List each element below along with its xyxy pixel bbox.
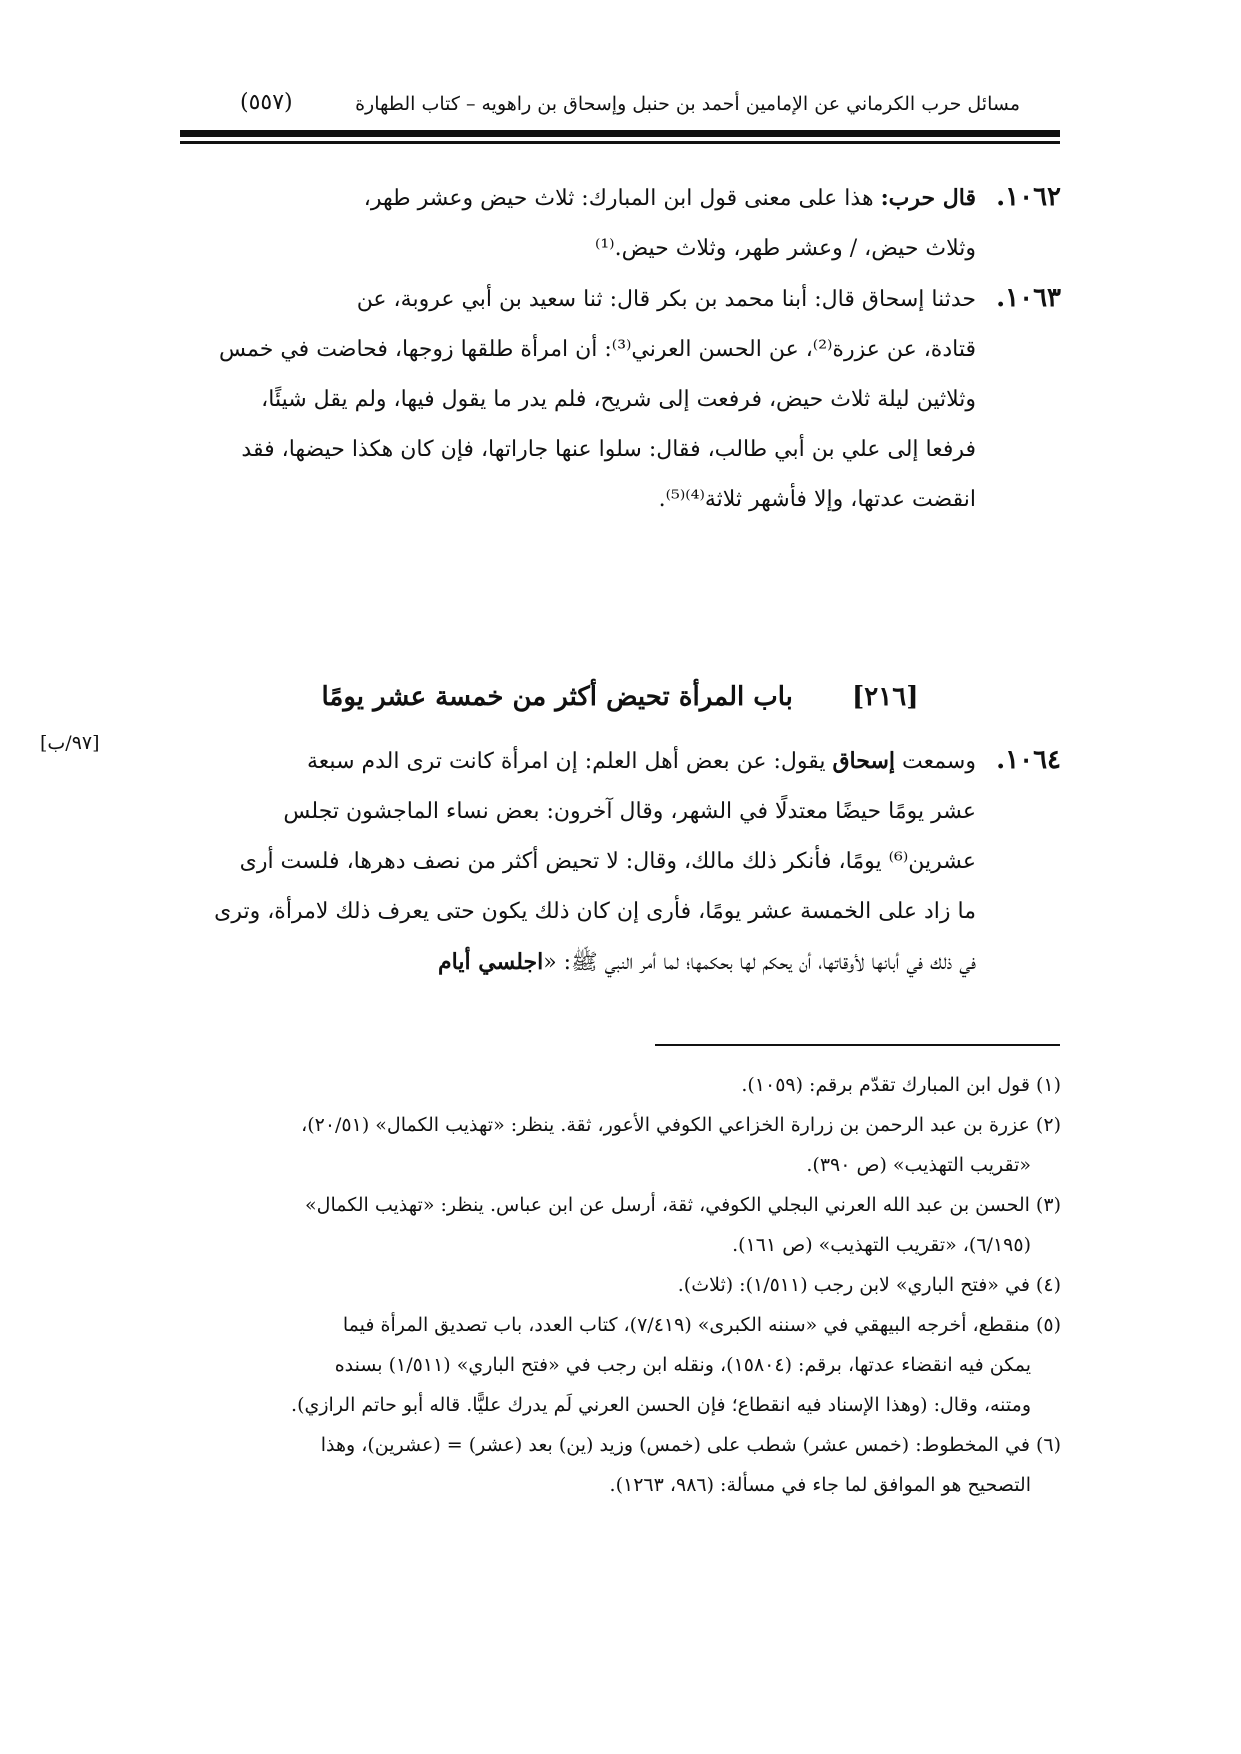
entry-text: هذا على معنى قول ابن المبارك: ثلاث حيض وعشر طهر، — [363, 186, 874, 211]
entry-text: في ذلك في أبانها لأوقاتها، أن يحكم لها بحكمها؛ لما أمر النبي ﷺ: « — [543, 950, 976, 975]
folio-marker: [٩٧/ب] — [40, 732, 100, 754]
entry-1064 — [181, 735, 1061, 988]
entry-line: قتادة، عن عزرة⁽²⁾، عن الحسن العرني⁽³⁾: أن امرأة طلقها زوجها، فحاضت في خمس — [218, 337, 976, 362]
section-number: [٢١٦] — [851, 682, 919, 712]
entry-1063 — [181, 273, 1061, 525]
entry-line: انقضت عدتها، وإلا فأشهر ثلاثة⁽⁴⁾⁽⁵⁾. — [658, 487, 976, 512]
entry-line — [181, 273, 1061, 325]
entry-text: حدثنا إسحاق قال: أبنا محمد بن بكر قال: ثنا سعيد بن أبي عروبة، عن — [356, 287, 976, 312]
footnote-line: التصحيح هو الموافق لما جاء في مسألة: (٩٨٦، ١٢٦٣). — [609, 1474, 1031, 1496]
entry-line — [181, 937, 1061, 988]
entry-intro: وسمعت — [902, 749, 976, 774]
running-header-title: مسائل حرب الكرماني عن الإمامين أحمد بن حنبل وإسحاق بن راهويه – كتاب الطهارة — [355, 93, 1020, 115]
entry-1062 — [181, 172, 1061, 274]
footnote-line: ومتنه، وقال: (وهذا الإسناد فيه انقطاع؛ فإن الحسن العرني لَم يدرك عليًّا. قاله أبو حاتم الرازي). — [291, 1394, 1031, 1416]
footnote-line: (٥) منقطع، أخرجه البيهقي في «سننه الكبرى» (٧/٤١٩)، كتاب العدد، باب تصديق المرأة فيما — [342, 1314, 1061, 1336]
entry-line: وثلاث حيض، / وعشر طهر، وثلاث حيض.⁽¹⁾ — [594, 236, 976, 261]
header-rule-thick — [180, 130, 1060, 137]
entry-number: ١٠٦٣. — [996, 283, 1061, 313]
entry-line — [181, 172, 1061, 224]
entry-text: يقول: عن بعض أهل العلم: إن امرأة كانت ترى الدم سبعة — [307, 749, 826, 774]
footnotes — [181, 1065, 1061, 1505]
footnote-line: (٦/١٩٥)، «تقريب التهذيب» (ص ١٦١). — [732, 1234, 1031, 1256]
footnote-line: (٣) الحسن بن عبد الله العرني البجلي الكوفي، ثقة، أرسل عن ابن عباس. ينظر: «تهذيب الكمال» — [305, 1194, 1061, 1216]
entry-line: وثلاثين ليلة ثلاث حيض، فرفعت إلى شريح، فلم يدر ما يقول فيها، ولم يقل شيئًا، — [261, 387, 976, 412]
entry-number: ١٠٦٤. — [996, 745, 1061, 775]
page-number: (٥٥٧) — [240, 90, 293, 115]
entry-number: ١٠٦٢. — [996, 182, 1061, 212]
speaker-label: قال حرب: — [880, 185, 976, 211]
footnote-separator — [655, 1044, 1060, 1046]
entry-line: عشرين⁽⁶⁾ يومًا، فأنكر ذلك مالك، وقال: لا تحيض أكثر من نصف دهرها، فلست أرى — [239, 849, 976, 874]
header-rule-thin — [180, 141, 1060, 144]
entry-line: فرفعا إلى علي بن أبي طالب، فقال: سلوا عنها جاراتها، فإن كان هكذا حيضها، فقد — [241, 437, 976, 462]
entry-line — [181, 735, 1061, 787]
hadith-quote: اجلسي أيام — [438, 949, 544, 975]
footnote-line: «تقريب التهذيب» (ص ٣٩٠). — [806, 1154, 1031, 1176]
section-title: باب المرأة تحيض أكثر من خمسة عشر يومًا — [321, 682, 793, 712]
narrator-name: إسحاق — [832, 748, 895, 774]
entry-line: عشر يومًا حيضًا معتدلًا في الشهر، وقال آخرون: بعض نساء الماجشون تجلس — [283, 799, 976, 824]
footnote-line: (١) قول ابن المبارك تقدّم برقم: (١٠٥٩). — [741, 1074, 1061, 1096]
entry-line: ما زاد على الخمسة عشر يومًا، فأرى إن كان ذلك يكون حتى يعرف ذلك لامرأة، وترى — [214, 899, 976, 924]
footnote-line: (٦) في المخطوط: (خمس عشر) شطب على (خمس) وزيد (ين) بعد (عشر) = (عشرين)، وهذا — [320, 1434, 1061, 1456]
footnote-line: (٤) في «فتح الباري» لابن رجب (١/٥١١): (ثلاث). — [677, 1274, 1061, 1296]
footnote-line: (٢) عزرة بن عبد الرحمن بن زرارة الخزاعي الكوفي الأعور، ثقة. ينظر: «تهذيب الكمال» (٢٠/٥١)، — [301, 1114, 1061, 1136]
footnote-line: يمكن فيه انقضاء عدتها، برقم: (١٥٨٠٤)، ونقله ابن رجب في «فتح الباري» (١/٥١١) بسنده — [334, 1354, 1031, 1376]
section-heading — [180, 682, 1060, 712]
